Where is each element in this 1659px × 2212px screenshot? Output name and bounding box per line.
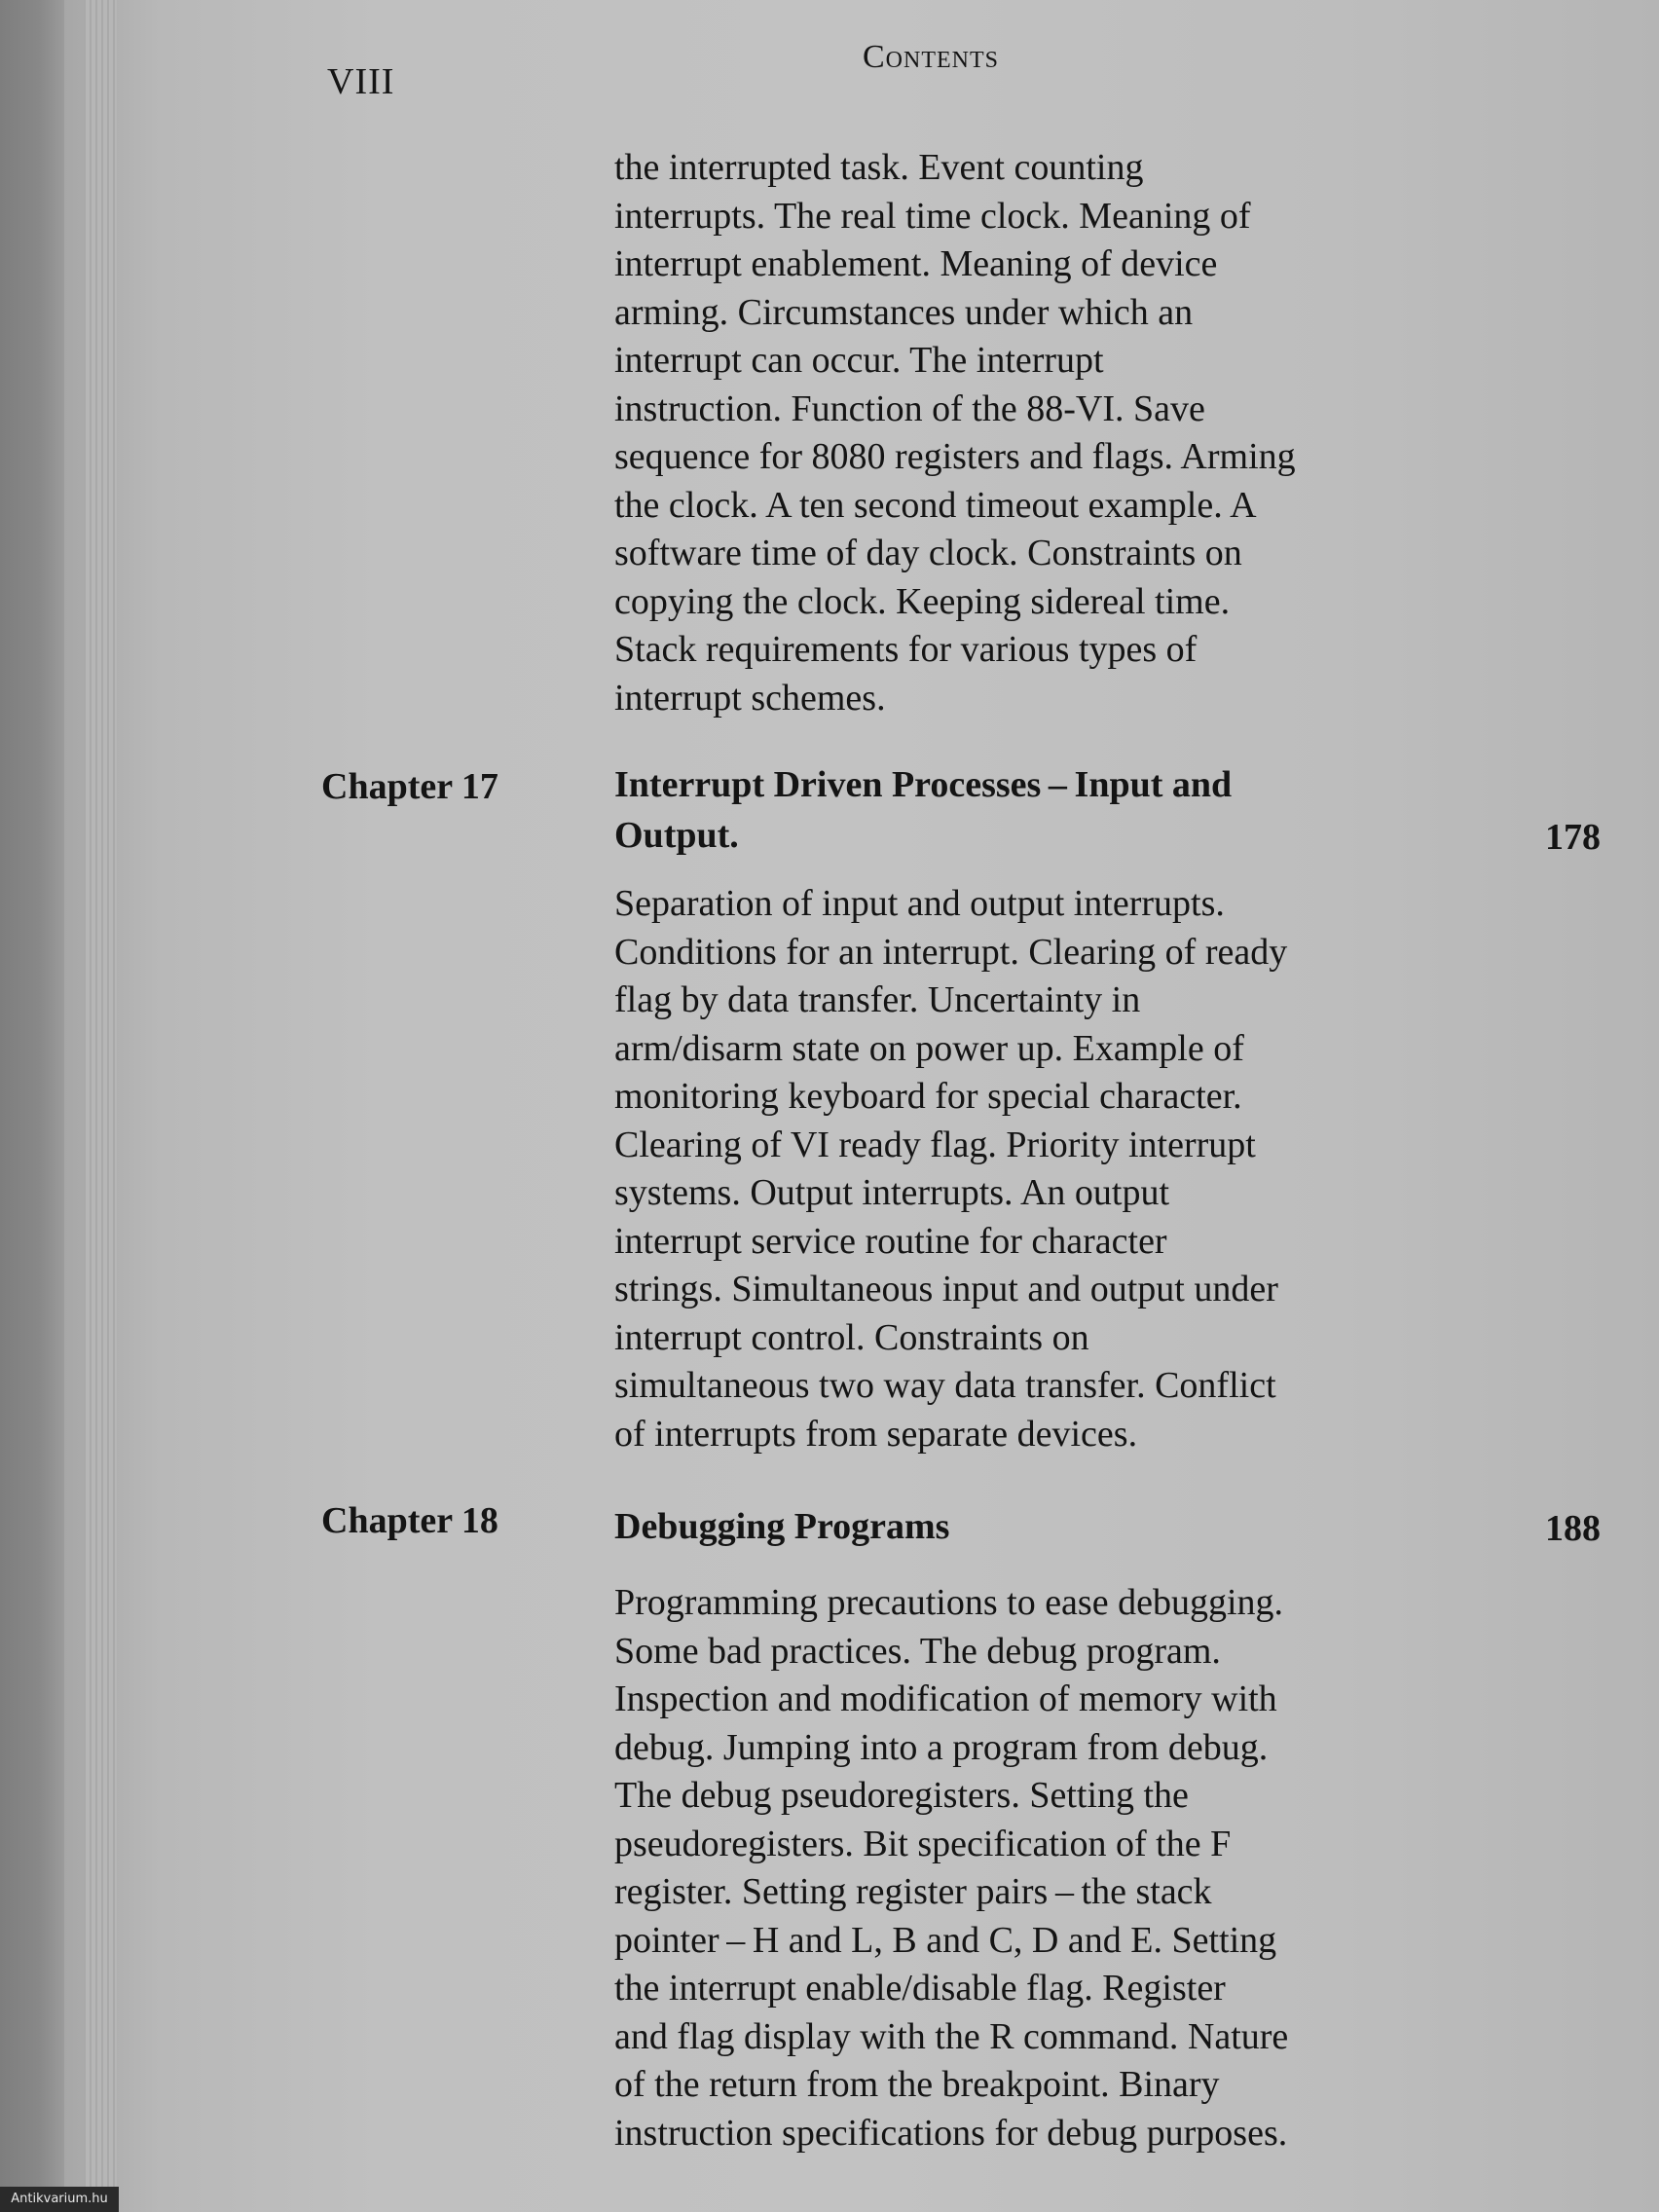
chapter-18-label: Chapter 18 xyxy=(321,1500,498,1541)
adjacent-page-edge xyxy=(0,0,64,2212)
chapter-18-page-number: 188 xyxy=(1545,1508,1601,1549)
chapter-17-label: Chapter 17 xyxy=(321,766,498,807)
text-line: instruction specifications for debug purposes. xyxy=(614,2112,1288,2154)
text-line: interrupts. The real time clock. Meaning of xyxy=(614,195,1251,237)
chapter-17-summary xyxy=(614,880,1564,1458)
text-line: Inspection and modification of memory with xyxy=(614,1678,1277,1719)
book-page xyxy=(64,0,1659,2212)
text-line: and flag display with the R command. Nature xyxy=(614,2015,1289,2057)
chapter-17-title xyxy=(614,759,1549,861)
text-line: Stack requirements for various types of xyxy=(614,629,1198,670)
text-line: sequence for 8080 registers and flags. Arming xyxy=(614,436,1296,477)
title-line: Interrupt Driven Processes – Input and xyxy=(614,764,1233,805)
text-line: systems. Output interrupts. An output xyxy=(614,1172,1169,1213)
text-line: interrupt can occur. The interrupt xyxy=(614,340,1104,381)
chapter-18-summary xyxy=(614,1579,1564,2157)
chapter-18-title xyxy=(614,1501,1549,1552)
chapter-17-page-number: 178 xyxy=(1545,817,1601,858)
page-number: VIII xyxy=(327,61,395,102)
title-line: Debugging Programs xyxy=(614,1506,950,1547)
text-line: software time of day clock. Constraints on xyxy=(614,533,1242,573)
running-head-title: Contents xyxy=(863,39,1000,75)
text-line: Separation of input and output interrupts. xyxy=(614,883,1225,924)
text-line: register. Setting register pairs – the stack xyxy=(614,1871,1212,1912)
text-line: of interrupts from separate devices. xyxy=(614,1413,1138,1455)
text-line: Conditions for an interrupt. Clearing of ready xyxy=(614,931,1288,973)
text-line: simultaneous two way data transfer. Conflict xyxy=(614,1365,1276,1406)
text-line: the interrupt enable/disable flag. Register xyxy=(614,1968,1226,2009)
text-line: interrupt control. Constraints on xyxy=(614,1316,1089,1358)
text-line: interrupt service routine for character xyxy=(614,1220,1167,1262)
text-line: monitoring keyboard for special character. xyxy=(614,1076,1242,1117)
intro-paragraph xyxy=(614,144,1564,722)
text-line: The debug pseudoregisters. Setting the xyxy=(614,1775,1189,1816)
text-line: arm/disarm state on power up. Example of xyxy=(614,1027,1244,1069)
text-line: debug. Jumping into a program from debug. xyxy=(614,1726,1269,1768)
text-line: pointer – H and L, B and C, D and E. Setting xyxy=(614,1919,1277,1961)
text-line: of the return from the breakpoint. Binary xyxy=(614,2064,1220,2105)
running-head xyxy=(64,39,1659,107)
text-line: Clearing of VI ready flag. Priority interrupt xyxy=(614,1124,1256,1165)
text-line: the interrupted task. Event counting xyxy=(614,147,1144,188)
text-line: flag by data transfer. Uncertainty in xyxy=(614,979,1141,1020)
text-line: interrupt schemes. xyxy=(614,677,886,719)
text-line: pseudoregisters. Bit specification of the F xyxy=(614,1823,1232,1864)
text-line: arming. Circumstances under which an xyxy=(614,291,1194,333)
watermark-label: Antikvarium.hu xyxy=(0,2187,119,2212)
text-line: Some bad practices. The debug program. xyxy=(614,1630,1221,1672)
text-line: strings. Simultaneous input and output under xyxy=(614,1269,1278,1309)
text-line: instruction. Function of the 88-VI. Save xyxy=(614,387,1205,429)
text-line: interrupt enablement. Meaning of device xyxy=(614,243,1218,284)
text-line: Programming precautions to ease debugging. xyxy=(614,1582,1284,1623)
text-line: copying the clock. Keeping sidereal time. xyxy=(614,580,1231,622)
page-stack-lines xyxy=(84,0,117,2212)
text-line: the clock. A ten second timeout example. A xyxy=(614,484,1257,526)
title-line: Output. xyxy=(614,815,739,856)
